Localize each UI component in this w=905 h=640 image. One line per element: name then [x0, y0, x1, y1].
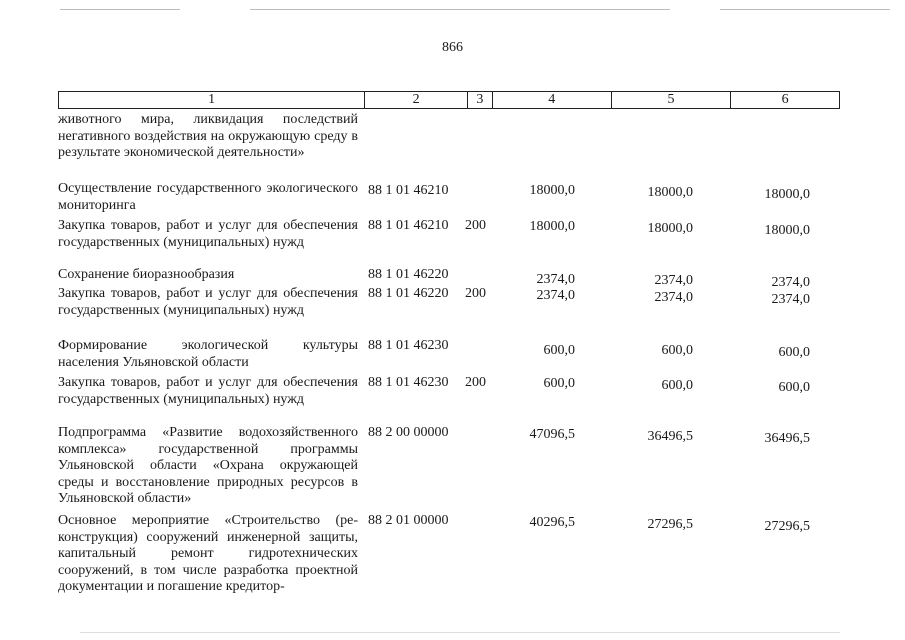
row-value-6: 36496,5: [764, 431, 810, 446]
header-cell-4: 4: [493, 92, 612, 108]
scan-artifact: [720, 9, 890, 10]
row-value-6: 27296,5: [764, 519, 810, 534]
scan-artifact: [250, 9, 670, 10]
row-value-6: 18000,0: [764, 187, 810, 202]
header-cell-3: 3: [468, 92, 493, 108]
row-name: животного мира, ликвидация последствий негативного воздействия на окружающую среду в результате экономической деятельности»: [58, 112, 358, 160]
table-header: [58, 91, 840, 109]
row-value-5: 18000,0: [647, 221, 693, 236]
row-vr: 200: [465, 375, 486, 390]
row-vr: 200: [465, 286, 486, 301]
row-code: 88 1 01 46220: [368, 267, 449, 282]
row-code: 88 1 01 46210: [368, 183, 449, 198]
row-value-4: 18000,0: [529, 219, 575, 234]
row-value-6: 2374,0: [771, 292, 810, 307]
row-name: Закупка товаров, работ и услуг для обеспечения государственных (муниципальных) нужд: [58, 286, 358, 318]
row-code: 88 1 01 46220: [368, 286, 449, 301]
row-value-5: 18000,0: [647, 185, 693, 200]
row-value-4: 2374,0: [536, 272, 575, 287]
row-value-4: 47096,5: [529, 427, 575, 442]
row-value-4: 18000,0: [529, 183, 575, 198]
row-value-6: 2374,0: [771, 275, 810, 290]
row-value-5: 27296,5: [647, 517, 693, 532]
row-value-4: 600,0: [543, 343, 575, 358]
row-value-6: 600,0: [778, 345, 810, 360]
row-name: Закупка товаров, работ и услуг для обеспечения государственных (муниципальных) нужд: [58, 375, 358, 407]
row-code: 88 2 01 00000: [368, 513, 449, 528]
row-value-6: 600,0: [778, 380, 810, 395]
row-value-5: 2374,0: [654, 273, 693, 288]
row-code: 88 2 00 00000: [368, 425, 449, 440]
header-cell-2: 2: [365, 92, 468, 108]
row-code: 88 1 01 46230: [368, 375, 449, 390]
row-name: Сохранение биоразнообразия: [58, 267, 235, 282]
row-value-4: 600,0: [543, 376, 575, 391]
row-code: 88 1 01 46210: [368, 218, 449, 233]
header-cell-1: 1: [59, 92, 365, 108]
row-value-4: 2374,0: [536, 288, 575, 303]
row-value-5: 600,0: [661, 343, 693, 358]
row-name: Осуществление государственного экологического мониторинга: [58, 181, 358, 213]
row-name: Закупка товаров, работ и услуг для обеспечения государственных (муниципальных) нужд: [58, 218, 358, 250]
row-value-5: 2374,0: [654, 290, 693, 305]
row-name: Подпрограмма «Развитие водохозяйственного комплекса» государственной программы Ульяновской области «Охрана окружающей среды и восстановление природных ресурсов в Ульяновской области»: [58, 425, 358, 506]
row-name: Основное мероприятие «Строительство (реконструкция) сооружений инженерной защиты, капитальный ремонт гидротехнических сооружений, в том числе разработка проектной документации и погашение кредитор-: [58, 513, 358, 594]
header-cell-5: 5: [612, 92, 732, 108]
page-number: 866: [442, 40, 463, 55]
row-value-5: 36496,5: [647, 429, 693, 444]
scan-artifact: [80, 632, 840, 633]
row-value-5: 600,0: [661, 378, 693, 393]
row-value-4: 40296,5: [529, 515, 575, 530]
row-code: 88 1 01 46230: [368, 338, 449, 353]
header-cell-6: 6: [781, 92, 789, 107]
row-vr: 200: [465, 218, 486, 233]
row-value-6: 18000,0: [764, 223, 810, 238]
row-name: Формирование экологической культуры населения Ульяновской области: [58, 338, 358, 370]
scan-artifact: [60, 9, 180, 10]
